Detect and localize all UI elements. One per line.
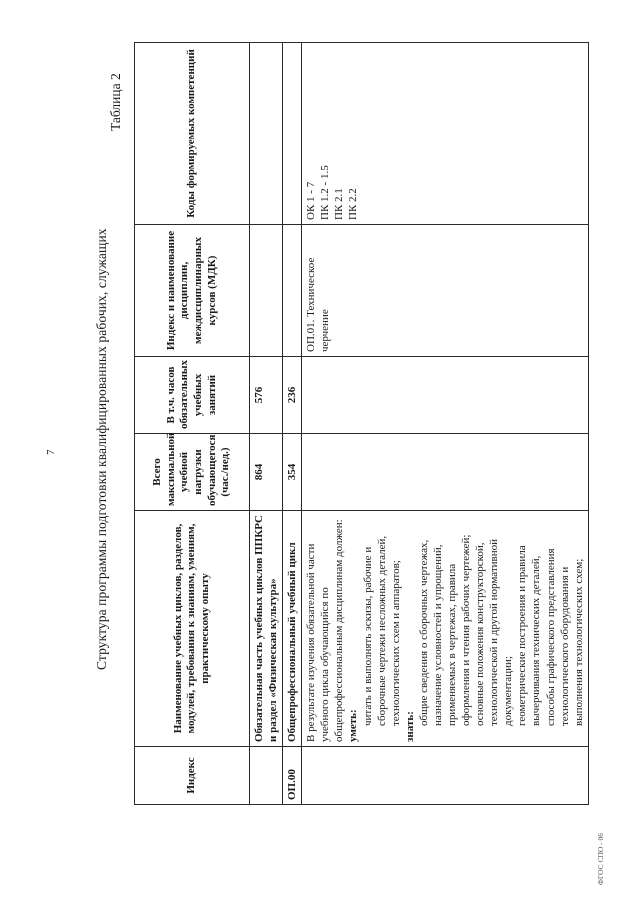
page-title: Структура программы подготовки квалифицированных рабочих, служащих <box>94 228 109 670</box>
row-mandatory-index <box>250 747 283 805</box>
row-op-max-load: 354 <box>283 434 302 511</box>
header-index: Индекс <box>135 747 250 805</box>
requirements-intro: В результате изучения обязательной части учебного цикла обучающийся по общепрофессиональным дисциплинам должен: <box>305 519 346 742</box>
competency-code: ПК 2.2 <box>347 188 360 220</box>
table-row <box>283 43 302 805</box>
structure-table <box>134 42 589 805</box>
row-op01-competencies <box>302 43 589 225</box>
row-op-disciplines <box>283 225 302 357</box>
row-op01-index <box>302 747 589 805</box>
competency-code: ПК 2.1 <box>333 188 346 220</box>
skills-label: уметь: <box>347 709 360 742</box>
table-label: Таблица 2 <box>108 73 123 131</box>
header-mandatory-hours: В т.ч. часов обязательных учебных занятий <box>135 357 250 434</box>
page-number: 7 <box>45 449 57 455</box>
row-mandatory-name: Обязательная часть учебных циклов ППКРС и раздел «Физическая культура» <box>250 511 283 747</box>
row-op01-discipline: ОП.01. Техническое черчение <box>302 225 589 357</box>
know-item: основные положения конструкторской, технологической и другой нормативной документации; <box>474 539 515 726</box>
table-row <box>302 43 589 805</box>
row-op01-max-load <box>302 434 589 511</box>
header-disciplines: Индекс и наименование дисциплин, междисциплинарных курсов (МДК) <box>135 225 250 357</box>
row-op-hours: 236 <box>283 357 302 434</box>
competency-code: ОК 1 - 7 <box>305 181 318 220</box>
know-item: общие сведения о сборочных чертежах, назначение условностей и упрощений, применяемых в чертежах, правила оформления и чтения рабочих чертежей; <box>417 534 473 726</box>
row-op01-hours <box>302 357 589 434</box>
know-item: геометрические построения и правила вычерчивания технических деталей, способы графического представления технологического оборудования и выполнения технологических схем; <box>516 545 585 726</box>
header-name: Наименование учебных циклов, разделов, модулей, требования к знаниям, умениям, практическому опыту <box>135 511 250 747</box>
row-mandatory-competencies <box>250 43 283 225</box>
page-footer: ФГОС СПО - 06 <box>596 832 605 885</box>
table-row <box>250 43 283 805</box>
row-op-competencies <box>283 43 302 225</box>
row-op-index: ОП.00 <box>283 747 302 805</box>
row-mandatory-disciplines <box>250 225 283 357</box>
header-competencies: Коды формируемых компетенций <box>135 43 250 225</box>
row-mandatory-max-load: 864 <box>250 434 283 511</box>
know-label: знать: <box>403 711 416 742</box>
table-header-row <box>135 43 250 805</box>
skills-text: читать и выполнять эскизы, рабочие и сборочные чертежи несложных деталей, технологических схем и аппаратов; <box>361 535 402 726</box>
row-op01-requirements <box>302 511 589 747</box>
competency-code: ПК 1.2 - 1.5 <box>319 165 332 220</box>
header-max-load: Всего максимальной учебной нагрузки обучающегося (час./нед.) <box>135 434 250 511</box>
row-mandatory-hours: 576 <box>250 357 283 434</box>
row-op-name: Общепрофессиональный учебный цикл <box>283 511 302 747</box>
